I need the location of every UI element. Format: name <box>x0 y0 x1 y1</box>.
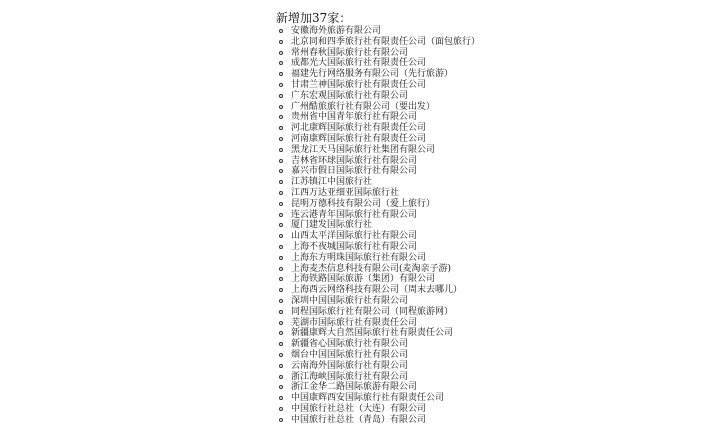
list-item <box>276 188 696 199</box>
list-item <box>276 91 696 102</box>
circle-bullet-icon <box>279 342 283 346</box>
list-item-text: 中国旅行社总社（青岛）有限公司 <box>291 414 427 425</box>
list-item <box>276 58 696 69</box>
list-item-text: 江西万达亚细亚国际旅行社 <box>291 187 400 198</box>
list-item <box>276 361 696 372</box>
list-item-text: 芜湖市国际旅行社有限责任公司 <box>291 317 418 328</box>
circle-bullet-icon <box>279 51 283 55</box>
list-item-text: 连云港青年国际旅行社有限公司 <box>291 209 418 220</box>
list-item-text: 河北康辉国际旅行社有限责任公司 <box>291 123 427 134</box>
list-item-text: 贵州省中国青年旅行社有限公司 <box>291 112 418 123</box>
list-item-text: 上海铁路国际旅游（集团）有限公司 <box>291 274 436 285</box>
circle-bullet-icon <box>279 29 283 33</box>
circle-bullet-icon <box>279 213 283 217</box>
list-item-text: 云南海外国际旅行社有限公司 <box>291 360 409 371</box>
list-item-text: 山西太平洋国际旅行社有限公司 <box>291 231 418 242</box>
circle-bullet-icon <box>279 137 283 141</box>
circle-bullet-icon <box>279 83 283 87</box>
list-item-text: 安徽海外旅游有限公司 <box>291 26 382 36</box>
circle-bullet-icon <box>279 385 283 389</box>
list-item-text: 吉林省环球国际旅行社有限公司 <box>291 155 418 166</box>
list-item <box>276 134 696 145</box>
list-item <box>276 112 696 123</box>
list-item <box>276 145 696 156</box>
document-body <box>276 11 696 425</box>
list-item <box>276 210 696 221</box>
list-item <box>276 123 696 134</box>
list-item <box>276 102 696 113</box>
list-item-text: 新疆省心国际旅行社有限公司 <box>291 339 409 350</box>
list-item-text: 浙江海峡国际旅行社有限公司 <box>291 371 409 382</box>
circle-bullet-icon <box>279 299 283 303</box>
list-item <box>276 264 696 275</box>
company-list <box>276 26 696 425</box>
list-item <box>276 404 696 415</box>
circle-bullet-icon <box>279 159 283 163</box>
list-item-text: 同程国际旅行社有限公司（同程旅游网） <box>291 306 454 317</box>
list-item <box>276 166 696 177</box>
circle-bullet-icon <box>279 105 283 109</box>
circle-bullet-icon <box>279 94 283 98</box>
circle-bullet-icon <box>279 321 283 325</box>
list-item <box>276 220 696 231</box>
list-item <box>276 328 696 339</box>
list-item-text: 上海东方明珠国际旅行社有限公司 <box>291 252 427 263</box>
list-item-text: 广州酷旅旅行社有限公司（要出发） <box>291 101 436 112</box>
list-item <box>276 307 696 318</box>
circle-bullet-icon <box>279 180 283 184</box>
list-item <box>276 177 696 188</box>
circle-bullet-icon <box>279 148 283 152</box>
list-item-text: 北京同和四季旅行社有限责任公司（面包旅行） <box>291 36 481 47</box>
list-item <box>276 393 696 404</box>
list-item <box>276 274 696 285</box>
circle-bullet-icon <box>279 169 283 173</box>
list-item-text: 新疆康辉大自然国际旅行社有限责任公司 <box>291 328 454 339</box>
list-item-text: 昆明万德科技有限公司（爱上旅行） <box>291 198 436 209</box>
list-item-text: 成都光大国际旅行社有限责任公司 <box>291 58 427 69</box>
circle-bullet-icon <box>279 126 283 130</box>
list-item <box>276 199 696 210</box>
circle-bullet-icon <box>279 234 283 238</box>
list-item <box>276 285 696 296</box>
list-item <box>276 296 696 307</box>
circle-bullet-icon <box>279 396 283 400</box>
list-item <box>276 37 696 48</box>
circle-bullet-icon <box>279 310 283 314</box>
circle-bullet-icon <box>279 256 283 260</box>
circle-bullet-icon <box>279 407 283 411</box>
list-item-text: 广东宏观国际旅行社有限公司 <box>291 90 409 101</box>
circle-bullet-icon <box>279 375 283 379</box>
circle-bullet-icon <box>279 115 283 119</box>
list-item-text: 上海麦杰信息科技有限公司(麦淘亲子游) <box>291 263 452 274</box>
list-item-text: 常州春秋国际旅行社有限公司 <box>291 47 409 58</box>
list-item <box>276 382 696 393</box>
list-item <box>276 48 696 59</box>
list-item-text: 中国康辉西安国际旅行社有限责任公司 <box>291 393 445 404</box>
list-item-text: 厦门建发国际旅行社 <box>291 220 373 231</box>
list-item-text: 河南康辉国际旅行社有限责任公司 <box>291 133 427 144</box>
circle-bullet-icon <box>279 191 283 195</box>
list-item-text: 江苏镇江中国旅行社 <box>291 177 373 188</box>
circle-bullet-icon <box>279 267 283 271</box>
list-item <box>276 69 696 80</box>
list-item <box>276 339 696 350</box>
list-item-text: 甘肃兰神国际旅行社有限责任公司 <box>291 79 427 90</box>
list-item-text: 烟台中国国际旅行社有限公司 <box>291 349 409 360</box>
circle-bullet-icon <box>279 245 283 249</box>
list-item-text: 上海不夜城国际旅行社有限公司 <box>291 241 418 252</box>
list-item-text: 浙江金华二路国际旅游有限公司 <box>291 382 418 393</box>
list-item <box>276 242 696 253</box>
list-item <box>276 350 696 361</box>
list-item-text: 黑龙江天马国际旅行社集团有限公司 <box>291 144 436 155</box>
list-item-text: 嘉兴市假日国际旅行社有限公司 <box>291 166 418 177</box>
list-item <box>276 253 696 264</box>
circle-bullet-icon <box>279 202 283 206</box>
circle-bullet-icon <box>279 331 283 335</box>
list-item-text: 上海西云网络科技有限公司（周末去哪儿） <box>291 285 463 296</box>
list-item <box>276 156 696 167</box>
list-heading: 新增加37家： <box>276 11 352 25</box>
circle-bullet-icon <box>279 40 283 44</box>
circle-bullet-icon <box>279 364 283 368</box>
list-item-text: 福建先行网络服务有限公司（先行旅游） <box>291 69 454 80</box>
list-item-text: 深圳中国国际旅行社有限公司 <box>291 295 409 306</box>
circle-bullet-icon <box>279 418 283 422</box>
circle-bullet-icon <box>279 61 283 65</box>
list-item <box>276 26 696 37</box>
list-item <box>276 231 696 242</box>
list-item <box>276 80 696 91</box>
circle-bullet-icon <box>279 72 283 76</box>
list-item-text: 中国旅行社总社（大连）有限公司 <box>291 403 427 414</box>
circle-bullet-icon <box>279 353 283 357</box>
circle-bullet-icon <box>279 288 283 292</box>
list-item <box>276 415 696 426</box>
list-item <box>276 318 696 329</box>
circle-bullet-icon <box>279 223 283 227</box>
circle-bullet-icon <box>279 277 283 281</box>
list-item <box>276 372 696 383</box>
